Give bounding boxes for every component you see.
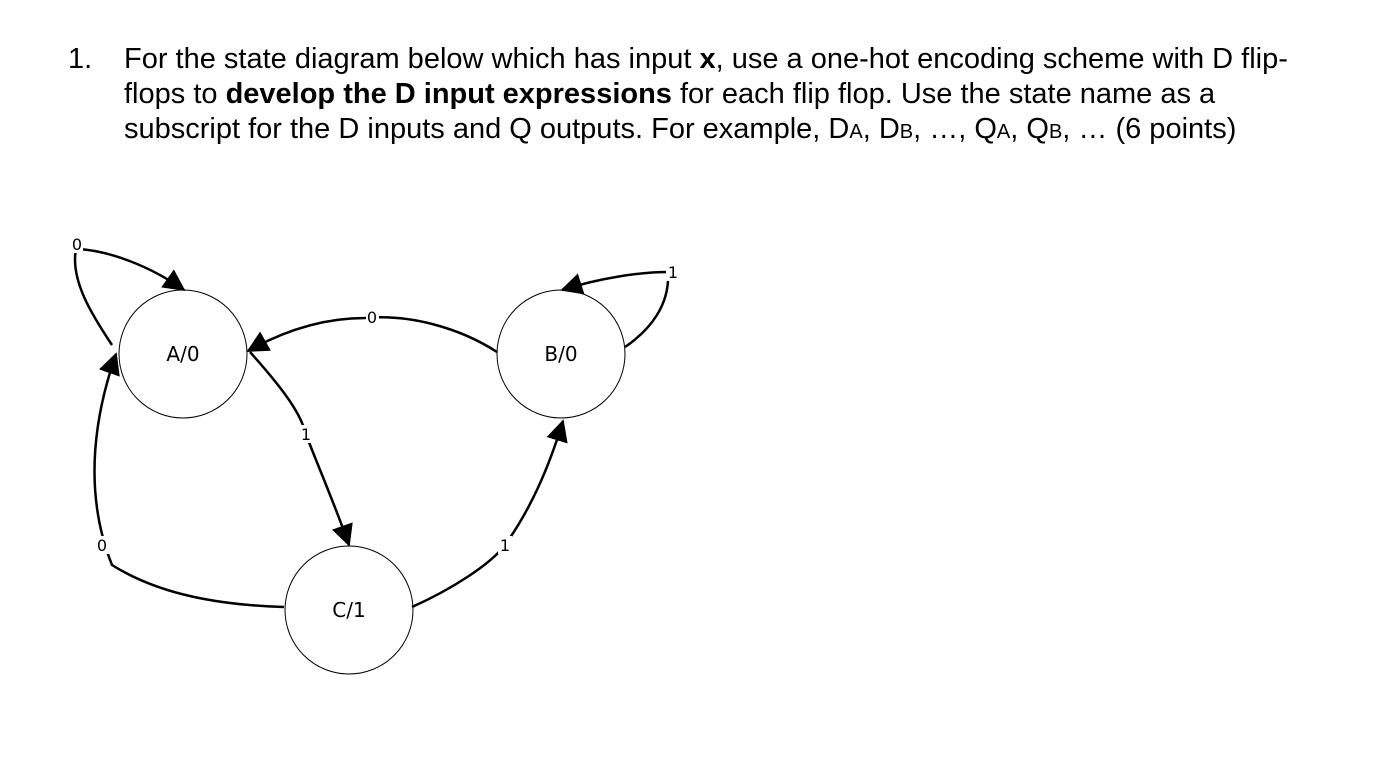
edge-A-C-label: 1 [300, 425, 312, 444]
question-intro: For the state diagram below which has input [124, 43, 700, 75]
edge-A-C [250, 352, 349, 545]
example-qB: QB, … [1026, 113, 1116, 145]
edge-C-B [412, 421, 563, 607]
example-dB: DB, …, [878, 113, 975, 145]
question-after-bold: for each flip flop. Use the state name as a subscript for the D inputs and Q outputs. For example, [124, 78, 1216, 145]
input-variable: x [699, 43, 716, 75]
edge-B-A-label: 0 [366, 308, 378, 327]
question-mid: , use a one-hot encoding scheme with D flip-flops to [124, 43, 1288, 110]
state-B-label: B/0 [544, 342, 578, 366]
bold-instruction: develop the D input expressions [225, 78, 672, 110]
state-C-label: C/1 [332, 598, 366, 622]
edge-C-A-label: 0 [96, 536, 108, 555]
state-A-label: A/0 [166, 342, 200, 366]
example-dA: DA, [828, 113, 879, 145]
edge-B-B-label: 1 [667, 263, 679, 282]
question-number: 1. [68, 43, 93, 75]
question-points: (6 points) [1115, 113, 1237, 145]
example-qA: QA, [974, 113, 1027, 145]
edge-A-A-label: 0 [71, 235, 83, 254]
edge-C-B-label: 1 [499, 536, 511, 555]
